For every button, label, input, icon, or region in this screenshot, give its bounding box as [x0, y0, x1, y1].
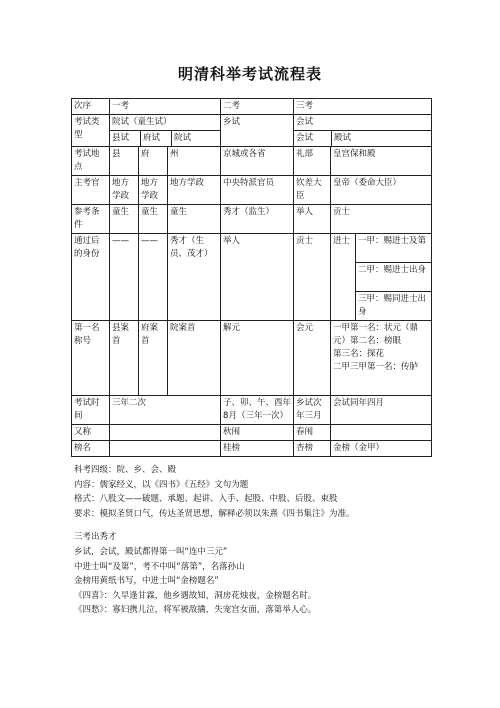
cell — [294, 115, 432, 147]
sub-row — [294, 130, 431, 146]
cell: 三考 — [294, 99, 432, 115]
row-label: 参考条件 — [72, 205, 110, 234]
cell: —— — [139, 234, 168, 321]
note-line: 要求：模拟圣贤口气，传达圣贤思想，解释必须以朱熹《四书集注》为准。 — [74, 508, 355, 519]
cell-text: 会试 — [294, 131, 332, 146]
cell: 进士 — [331, 234, 356, 321]
cell: 秀才（监生） — [221, 205, 294, 234]
cell-text: 殿试 — [334, 133, 352, 143]
cell: 乡试 — [221, 115, 294, 147]
notes-section — [74, 463, 444, 618]
spacer — [74, 521, 444, 530]
cell: 桂榜 — [221, 441, 294, 457]
cell: 地方学政 — [168, 176, 221, 205]
cell: 会元 — [294, 321, 331, 396]
cell — [331, 425, 432, 441]
row-alias — [72, 425, 432, 441]
cell: 京城或各省 — [221, 147, 294, 176]
row-list-name — [72, 441, 432, 457]
cell: 子、卯、午、酉年8月（三年一次） — [221, 396, 294, 425]
row-status — [72, 234, 432, 321]
cell: 礼部 — [294, 147, 331, 176]
cell: 金榜（金甲） — [331, 441, 432, 457]
cell: 钦差大臣 — [294, 176, 331, 205]
page-title: 明清科举考试流程表 — [177, 65, 322, 83]
cell: 一考 — [110, 99, 221, 115]
row-label: 次序 — [72, 99, 110, 115]
cell: 地方学政 — [139, 176, 168, 205]
row-label: 考试类型 — [72, 115, 110, 147]
cell: 三年二次 — [110, 396, 221, 425]
note-line: 中进士叫“及第”，考不中叫“落第”，名落孙山 — [74, 561, 245, 572]
cell: —— — [110, 234, 139, 321]
row-label: 榜名 — [72, 441, 110, 457]
cell-text: 府试 — [141, 131, 172, 146]
note-line: 科考四级：院、乡、会、殿 — [74, 465, 177, 475]
cell: 县案首 — [110, 321, 139, 396]
row-label: 考试时间 — [72, 396, 110, 425]
cell: 童生 — [110, 205, 139, 234]
cell-text: 院试（童生试） — [112, 117, 172, 127]
row-order — [72, 99, 432, 115]
cell-text: 县试 — [110, 131, 141, 146]
note-line: 《四喜》：久旱逢甘霖，他乡遇故知，洞房花烛夜，金榜题名时。 — [74, 590, 317, 601]
cell — [110, 425, 221, 441]
cell-text: 会试 — [296, 117, 314, 127]
cell: 二考 — [221, 99, 294, 115]
cell — [110, 115, 221, 147]
cell: 中央特派官员 — [221, 176, 294, 205]
cell: 县 — [110, 147, 139, 176]
cell: 解元 — [221, 321, 294, 396]
note-line: 内容：儒家经义，以《四书》《五经》文句为题 — [74, 479, 249, 490]
note-line: 《四愁》：寡妇携儿泣，将军被敌擒，失宠宫女面，落第举人心。 — [74, 605, 317, 616]
row-top-title — [72, 321, 432, 396]
cell: 杏榜 — [294, 441, 331, 457]
cell: 院案首 — [168, 321, 221, 396]
row-label: 第一名称号 — [72, 321, 110, 396]
cell: 皇宫保和殿 — [331, 147, 432, 176]
cell: 举人 — [221, 234, 294, 321]
row-examiner — [72, 176, 432, 205]
cell: 举人 — [294, 205, 331, 234]
cell: 秀才（生员、茂才） — [168, 234, 221, 321]
note-line: 乡试，会试，殿试都得第一叫“连中三元” — [74, 546, 228, 557]
cell-text: 三甲：赐同进士出身 — [356, 291, 431, 320]
cell: 秋闱 — [221, 425, 294, 441]
cell-text: 一甲：赐进士及第 — [358, 236, 427, 246]
cell: 府案首 — [139, 321, 168, 396]
cell: 童生 — [168, 205, 221, 234]
cell: 春闱 — [294, 425, 331, 441]
cell-text: 院试 — [174, 133, 192, 143]
sub-row — [110, 130, 220, 146]
row-time — [72, 396, 432, 425]
row-place — [72, 147, 432, 176]
cell: 贡士 — [294, 234, 331, 321]
note-line: 金榜用黄纸书写，中进士叫“金榜题名” — [74, 576, 219, 587]
cell: 州 — [168, 147, 221, 176]
cell: 贡士 — [331, 205, 432, 234]
cell — [110, 441, 221, 457]
note-line: 三考出秀才 — [74, 532, 117, 543]
cell — [356, 234, 432, 321]
row-candidates — [72, 205, 432, 234]
cell: 一甲第一名：状元（鼎元）第二名：榜眼 第三名：探花 二甲三甲第一名：传胪 — [331, 321, 432, 396]
row-label: 通过后的身份 — [72, 234, 110, 321]
row-label: 考试地点 — [72, 147, 110, 176]
note-line: 格式：八股文——破题、承题、起讲、入手、起股、中股、后股、束股 — [74, 494, 338, 505]
cell: 童生 — [139, 205, 168, 234]
cell: 地方学政 — [110, 176, 139, 205]
cell: 会试同年四月 — [331, 396, 432, 425]
row-exam-type — [72, 115, 432, 147]
cell: 乡试次年三月 — [294, 396, 331, 425]
cell-text: 二甲：赐进士出身 — [356, 262, 431, 291]
row-label: 又称 — [72, 425, 110, 441]
exam-flow-table — [71, 98, 432, 457]
cell: 皇帝（委命大臣） — [331, 176, 432, 205]
row-label: 主考官 — [72, 176, 110, 205]
cell: 府 — [139, 147, 168, 176]
